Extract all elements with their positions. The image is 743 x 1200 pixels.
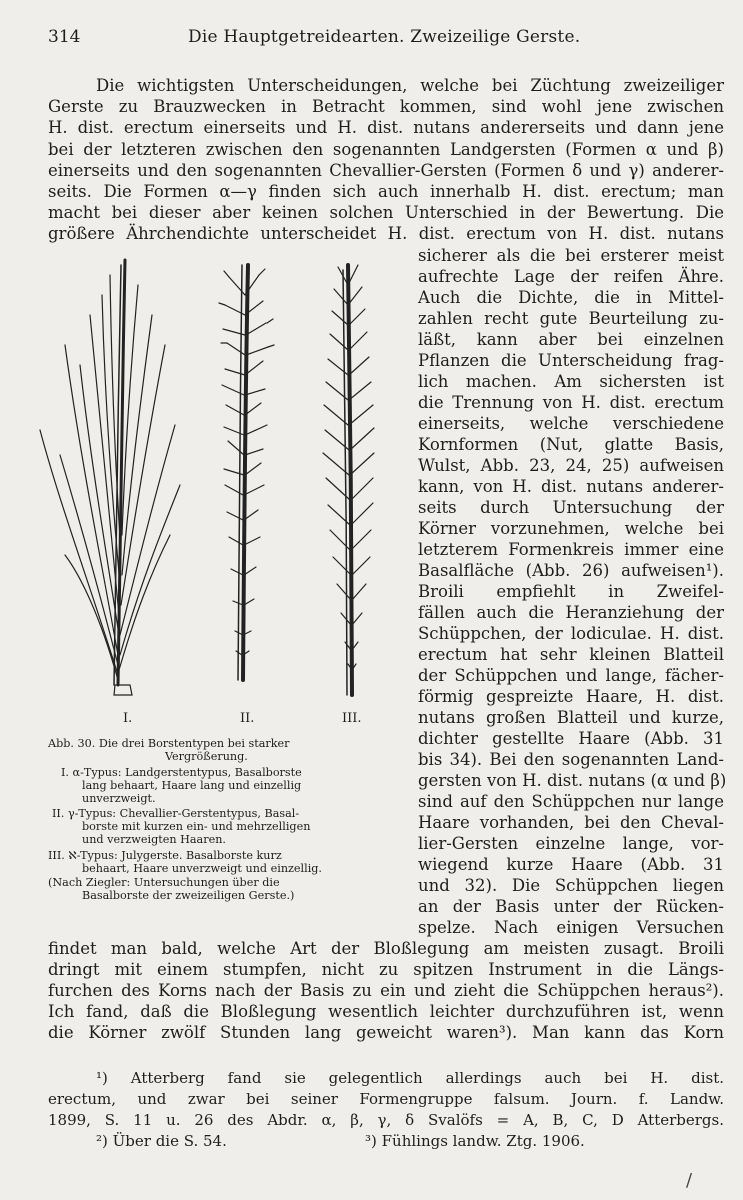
text-line: findet man bald, welche Art der Bloßlegung am meisten zusagt. Broili: [48, 939, 724, 958]
text-line: zahlen recht gute Beurteilung zu-: [418, 309, 724, 328]
caption-line: Basalborste der zweizeiligen Gerste.): [82, 889, 295, 902]
text-line: erectum hat sehr kleinen Blatteil: [418, 645, 724, 664]
figure-label-3: III.: [342, 711, 362, 726]
caption-line: Abb. 30. Die drei Borstentypen bei starker: [48, 737, 290, 750]
text-line: kann, von H. dist. nutans anderer-: [418, 477, 724, 496]
text-line: Haare vorhanden, bei den Cheval-: [418, 813, 724, 832]
footnote-line: ¹) Atterberg fand sie gelegentlich allerdings auch bei H. dist.: [96, 1069, 724, 1087]
footnote-line: ²) Über die S. 54.: [96, 1132, 227, 1150]
text-line: einerseits, welche verschiedene: [418, 414, 724, 433]
text-line: die Körner zwölf Stunden lang geweicht waren³). Man kann das Korn: [48, 1023, 724, 1042]
text-line: die Trennung von H. dist. erectum: [418, 393, 724, 412]
bristle-type-1-drawing: [40, 260, 180, 695]
running-header: [48, 27, 698, 53]
running-title: Die Hauptgetreidearten. Zweizeilige Gerste.: [188, 27, 581, 47]
text-line: lich machen. Am sichersten ist: [418, 372, 724, 391]
text-line: gersten von H. dist. nutans (α und β): [418, 771, 727, 790]
text-line: dringt mit einem stumpfen, nicht zu spitzen Instrument in die Längs-: [48, 960, 724, 979]
text-line: Broili empfiehlt in Zweifel-: [418, 582, 724, 601]
caption-line: lang behaart, Haare lang und einzellig: [82, 779, 302, 792]
bristle-illustration: [30, 255, 405, 705]
footnote-line: erectum, und zwar bei seiner Formengruppe falsum. Journ. f. Landw.: [48, 1090, 724, 1108]
text-line: seits durch Untersuchung der: [418, 498, 724, 517]
caption-line: Vergrößerung.: [165, 750, 248, 763]
caption-line: II. γ-Typus: Chevallier-Gerstentypus, Basal-: [52, 807, 300, 820]
caption-line: unverzweigt.: [82, 792, 156, 805]
page-number: 314: [48, 27, 81, 47]
text-line: bis 34). Bei den sogenannten Land-: [418, 750, 724, 769]
caption-line: behaart, Haare unverzweigt und einzellig.: [82, 862, 322, 875]
caption-line: III. ℵ-Typus: Julygerste. Basalborste kurz: [48, 849, 282, 862]
text-line: letzterem Formenkreis immer eine: [418, 540, 724, 559]
text-line: förmig gespreizte Haare, H. dist.: [418, 687, 724, 706]
caption-line: I. α-Typus: Landgerstentypus, Basalborste: [61, 766, 302, 779]
text-line: Kornformen (Nut, glatte Basis,: [418, 435, 724, 454]
text-line: Ich fand, daß die Bloßlegung wesentlich leichter durchzuführen ist, wenn: [48, 1002, 724, 1021]
text-line: dichter gestellte Haare (Abb. 31: [418, 729, 724, 748]
caption-line: und verzweigten Haaren.: [82, 833, 226, 846]
figure-bristles: [30, 255, 405, 726]
text-line: nutans großen Blatteil und kurze,: [418, 708, 724, 727]
caption-line: (Nach Ziegler: Untersuchungen über die: [48, 876, 280, 889]
text-line: Wulst, Abb. 23, 24, 25) aufweisen: [418, 456, 724, 475]
text-line: Auch die Dichte, die in Mittel-: [418, 288, 724, 307]
text-line: macht bei dieser aber keinen solchen Unterschied in der Bewertung. Die: [48, 203, 724, 222]
text-line: sind auf den Schüppchen nur lange: [418, 792, 724, 811]
text-line: einerseits und den sogenannten Chevallier-Gersten (Formen δ und γ) anderer-: [48, 161, 724, 180]
margin-mark: /: [686, 1170, 693, 1191]
footnote-line: ³) Fühlings landw. Ztg. 1906.: [365, 1132, 585, 1150]
bristle-type-3-drawing: [323, 265, 374, 695]
text-line: und 32). Die Schüppchen liegen: [418, 876, 724, 895]
text-line: Schüppchen, der lodiculae. H. dist.: [418, 624, 724, 643]
text-line: Basalfläche (Abb. 26) aufweisen¹).: [418, 561, 724, 580]
text-line: sicherer als die bei ersterer meist: [418, 246, 724, 265]
text-line: läßt, kann aber bei einzelnen: [418, 330, 724, 349]
text-line: spelze. Nach einigen Versuchen: [418, 918, 724, 937]
text-line: an der Basis unter der Rücken-: [418, 897, 724, 916]
text-line: Die wichtigsten Unterscheidungen, welche bei Züchtung zweizeiliger: [96, 76, 724, 95]
text-line: seits. Die Formen α—γ finden sich auch innerhalb H. dist. erectum; man: [48, 182, 724, 201]
figure-label-1: I.: [123, 711, 133, 726]
figure-label-2: II.: [240, 711, 255, 726]
footnote-line: 1899, S. 11 u. 26 des Abdr. α, β, γ, δ Svalöfs = A, B, C, D Atterbergs.: [48, 1111, 724, 1129]
caption-line: borste mit kurzen ein- und mehrzelligen: [82, 820, 311, 833]
text-line: aufrechte Lage der reifen Ähre.: [418, 267, 724, 286]
bristle-type-2-drawing: [219, 265, 274, 680]
text-line: bei der letzteren zwischen den sogenannten Landgersten (Formen α und β): [48, 140, 724, 159]
text-line: Körner vorzunehmen, welche bei: [418, 519, 724, 538]
text-line: der Schüppchen und lange, fächer-: [418, 666, 724, 685]
text-line: furchen des Korns nach der Basis zu ein und zieht die Schüppchen heraus²).: [48, 981, 724, 1000]
text-line: Gerste zu Brauzwecken in Betracht kommen, sind wohl jene zwischen: [48, 97, 724, 116]
text-line: größere Ährchendichte unterscheidet H. dist. erectum von H. dist. nutans: [48, 224, 724, 243]
text-line: lier-Gersten einzelne lange, vor-: [418, 834, 724, 853]
text-line: H. dist. erectum einerseits und H. dist. nutans andererseits und dann jene: [48, 118, 724, 137]
text-line: fällen auch die Heranziehung der: [418, 603, 724, 622]
text-line: wiegend kurze Haare (Abb. 31: [418, 855, 724, 874]
text-line: Pflanzen die Unterscheidung frag-: [418, 351, 724, 370]
